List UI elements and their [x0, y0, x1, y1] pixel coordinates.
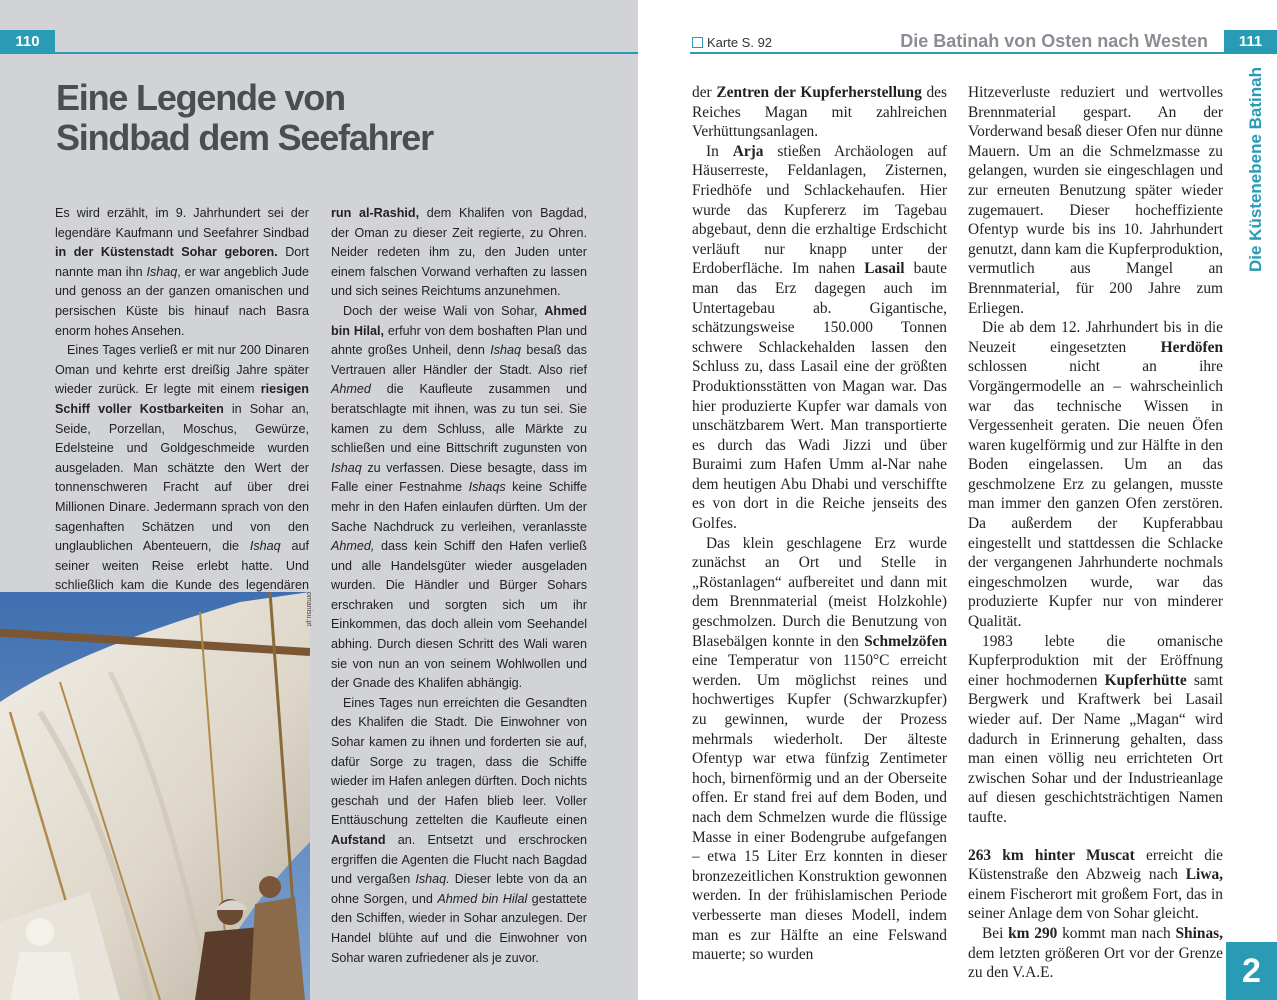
- bold-term: Liwa,: [1185, 866, 1223, 884]
- page-number-right: 111: [1224, 30, 1277, 54]
- paragraph: Die ab dem 12. Jahrhundert bis in die Neuzeit eingesetzten Herdöfen schlossen nicht an ihre Vorgängermodelle an – wahrscheinlich war das technische Wissen in Vergessenheit geraten. Die neuen Öfen waren kugelförmig und zur Hälfte in den Boden eingelassen. Um an das geschmolzene Erz zu gelangen, musste man immer den ganzen Ofen zerstören. Da außerdem der Kupferabbau eingestellt und stattdessen die Schlacke der vergangenen Jahrhunderte nochmals eingeschmolzen wurde, war das produzierte Kupfer nur von minderer Qualität.: [968, 319, 1223, 631]
- map-square-icon: [692, 37, 703, 48]
- paragraph: run al-Rashid, dem Khalifen von Bagdad, der Oman zu dieser Zeit regierte, zu Ohren. Neider redeten ihm zu, den Juden unter einem falschen Vorwand verhaften zu lassen und sich seines Reichtums anzunehmen.: [331, 206, 588, 299]
- dhow-sail-photo: [0, 592, 310, 1000]
- bold-term: Shinas,: [1175, 924, 1223, 942]
- story-column-2: [331, 204, 587, 968]
- bold-term: Ahmed bin Hilal,: [331, 303, 587, 338]
- italic-term: Ahmed bin Hilal: [437, 891, 528, 906]
- bold-term: Herdöfen: [1160, 338, 1223, 356]
- header-rule-right: [690, 52, 1225, 54]
- bold-term: Aufstand: [331, 833, 386, 847]
- bold-term: 263 km hinter Muscat: [968, 846, 1135, 864]
- title-line-2: Sindbad dem Seefahrer: [56, 117, 433, 158]
- italic-term: Ishaq: [331, 460, 362, 475]
- paragraph: Es wird erzählt, im 9. Jahrhundert sei der legendäre Kaufmann und Seefahrer Sindbad in der Küstenstadt Sohar geboren. Dort nannte man ihn Ishaq, er war angeblich Jude und genoss an der ganzen omanischen und persischen Küste bis hinauf nach Basra enorm hohes Ansehen.: [55, 206, 309, 338]
- italic-term: Ishaq: [490, 343, 522, 358]
- running-head: Die Batinah von Osten nach Westen: [900, 31, 1208, 51]
- italic-term: Ishaqs: [468, 480, 506, 495]
- main-column-1: [692, 83, 947, 965]
- bold-term: in der Küstenstadt Sohar geboren.: [55, 245, 278, 260]
- paragraph: Hitzeverluste reduziert und wertvolles Brennmaterial gespart. An der Vorderwand besaß dieser Ofen nur dünne Mauern. Um an die Schmelzmasse zu gelangen, wurden sie eingeschlagen und zur erneuten Benutzung später wieder zugemauert. Dieser hocheffiziente Ofentyp wurde bis ins 10. Jahrhundert genutzt, dann kam die Kupferproduktion, vermutlich aus Mangel an Brennmaterial, für 200 Jahre zum Erliegen.: [968, 84, 1223, 317]
- paragraph: Das klein geschlagene Erz wurde zunächst an Ort und Stelle in „Röstanlagen“ aufbereitet und dann mit dem Brennmaterial (meist Holzkohle) geschmolzen. Durch die Benutzung von Blasebälgen konnte in den Schmelzöfen eine Temperatur von 1150°C erreicht werden. Um möglichst reines und hochwertiges Kupfer (Schwarzkupfer) zu gewinnen, wurde der Prozess mehrmals wiederholt. Der älteste Ofentyp war etwa fünfzig Zentimeter hoch, birnenförmig und an der Oberseite offen. Er stand frei auf dem Boden, und nach dem Schmelzen wurde die flüssige Masse in einer Bodengrube aufgefangen – etwa 15 Liter Erz konnten in dieser bronzezeitlichen Konstruktion gewonnen werden. In der frühislamischen Periode verbesserte man dieses Modell, indem man es zur Hälfte an eine Felswand mauerte; so wurden: [692, 534, 947, 964]
- story-column-1: [55, 204, 309, 615]
- paragraph: 1983 lebte die omanische Kupferproduktion mit der Eröffnung einer hochmodernen Kupferhütte samt Bergwerk und Kraftwerk bei Lasail wieder auf. Der Name „Magan“ wird dadurch in Erinnerung gehalten, dass man einen völlig neu errichteten Ort zwischen Sohar und der Industrieanlage auf diesen geschichtsträchtigen Namen taufte.: [968, 632, 1223, 826]
- italic-term: Ahmed: [331, 382, 371, 397]
- paragraph: Eines Tages verließ er mit nur 200 Dinaren Oman und kehrte erst dreißig Jahre später wieder zurück. Er legte mit einem riesigen Schiff voller Kostbarkeiten in Sohar an, Seide, Porzellan, Moschus, Gewürze, Edelsteine und Goldgeschmeide wurden ausgeladen. Man schätzte den Wert der tonnenschweren Fracht auf über drei Millionen Dinare. Jedermann sprach von den sagenhaften Schätzen und von den unglaublichen Abenteuern, die Ishaq auf seiner weiten Reise erlebt hatte. Und schließlich kam die Kunde des legendären: [55, 341, 309, 615]
- side-tab-label: Die Küstenebene Batinah: [1246, 67, 1265, 272]
- paragraph: Eines Tages nun erreichten die Gesandten des Khalifen die Stadt. Die Einwohner von Sohar kamen zu ihnen und forderten sie auf, dafür Sorge zu tragen, dass die Schiffe wieder im Hafen anlegen dürften. Doch nichts geschah und der Hafen blieb leer. Voller Enttäuschung zettelten die Kaufleute einen Aufstand an. Entsetzt und erschrocken ergriffen die Agenten die Flucht nach Bagdad und vergaßen Ishaq. Dieser lebte von da an ohne Sorgen, und Ahmed bin Hilal gestattete den Schiffen, wieder in Sohar anzulegen. Der Handel blühte auf und die Einwohner von Sohar waren zufriedener als je zuvor.: [331, 695, 587, 965]
- bold-term: Arja: [732, 142, 764, 160]
- header-rule-left: [0, 52, 638, 54]
- italic-term: Ishaq: [146, 264, 178, 279]
- bold-term: Schmelzöfen: [864, 632, 947, 650]
- bold-term: Lasail: [864, 260, 905, 278]
- box-title: [56, 78, 576, 158]
- photo-credit: omanisu.pt: [305, 592, 312, 627]
- title-line-1: Eine Legende von: [56, 77, 345, 118]
- chapter-number: 2: [1226, 942, 1277, 1000]
- map-reference[interactable]: [692, 35, 772, 50]
- paragraph: In Arja stießen Archäologen auf Häuserreste, Feldanlagen, Zisternen, Friedhöfe und Schlackehaufen. Hier wurde das Kupfererz im Tagebau abgebaut, denn die erzhaltige Erdschicht verläuft nur knapp unter der Erdoberfläche. Im nahen Lasail baute man das Erz dagegen auch im Untertagebau ab. Gigantische, schätzungsweise 150.000 Tonnen schwere Schlackehalden lassen den Schluss zu, dass Lasail eine der größten Produktionsstätten von Magan war. Das hier produzierte Kupfer war damals von unschätzbarem Wert. Man transportierte es durch das Wadi Jizzi und über Buraimi zum Hafen Umm al-Nar nahe dem heutigen Abu Dhabi und verschiffte es von dort in die Reiche jenseits des Golfes.: [692, 142, 947, 533]
- page-number-left: 110: [0, 30, 55, 54]
- italic-term: Ishaq.: [415, 872, 450, 887]
- italic-term: Ahmed,: [331, 539, 375, 554]
- bold-term: run al-Rashid,: [331, 206, 420, 220]
- paragraph: 263 km hinter Muscat erreicht die Küstenstraße den Abzweig nach Liwa, einem Fischerort mit großem Fort, das in seiner Anlage dem von Sohar gleicht.: [968, 846, 1223, 923]
- italic-term: Ishaq: [249, 539, 281, 554]
- map-reference-label: Karte S. 92: [707, 35, 773, 50]
- main-column-2: [968, 83, 1223, 983]
- bold-term: Zentren der Kupferherstellung: [716, 84, 922, 101]
- paragraph: Bei km 290 kommt man nach Shinas, dem letzten größeren Ort vor der Grenze zu den V.A.E.: [968, 924, 1223, 982]
- paragraph: Doch der weise Wali von Sohar, Ahmed bin Hilal, erfuhr von dem boshaften Plan und ahnte großes Unheil, denn Ishaq besaß das Vertrauen aller Händler der Stadt. Also rief Ahmed die Kaufleute zusammen und beratschlagte mit ihnen, was zu tun sei. Sie kamen zu dem Schluss, alle Märkte zu schließen und eine Bittschrift zugunsten von Ishaq zu verfassen. Diese besagte, dass im Falle einer Festnahme Ishaqs keine Schiffe mehr in den Hafen einlaufen dürften. Um der Sache Nachdruck zu verleihen, veranlasste Ahmed, dass kein Schiff den Hafen verließ und alle Handelsgüter wieder ausgeladen wurden. Die Händler und Bürger Sohars erschraken und sorgten sich um ihr Einkommen, das doch allein vom Seehandel abhing. Durch diesen Schritt des Wali waren sie von nun an von seinem Wohlwollen und der Gnade des Khalifen abhängig.: [331, 303, 587, 691]
- bold-term: Kupferhütte: [1104, 671, 1187, 689]
- bold-term: riesigen Schiff voller Kostbarkeiten: [55, 382, 309, 416]
- bold-term: km 290: [1008, 924, 1058, 942]
- left-page: [0, 0, 638, 1000]
- paragraph: der Zentren der Kupferherstellung des Reiches Magan mit zahlreichen Verhüttungsanlagen.: [692, 84, 947, 141]
